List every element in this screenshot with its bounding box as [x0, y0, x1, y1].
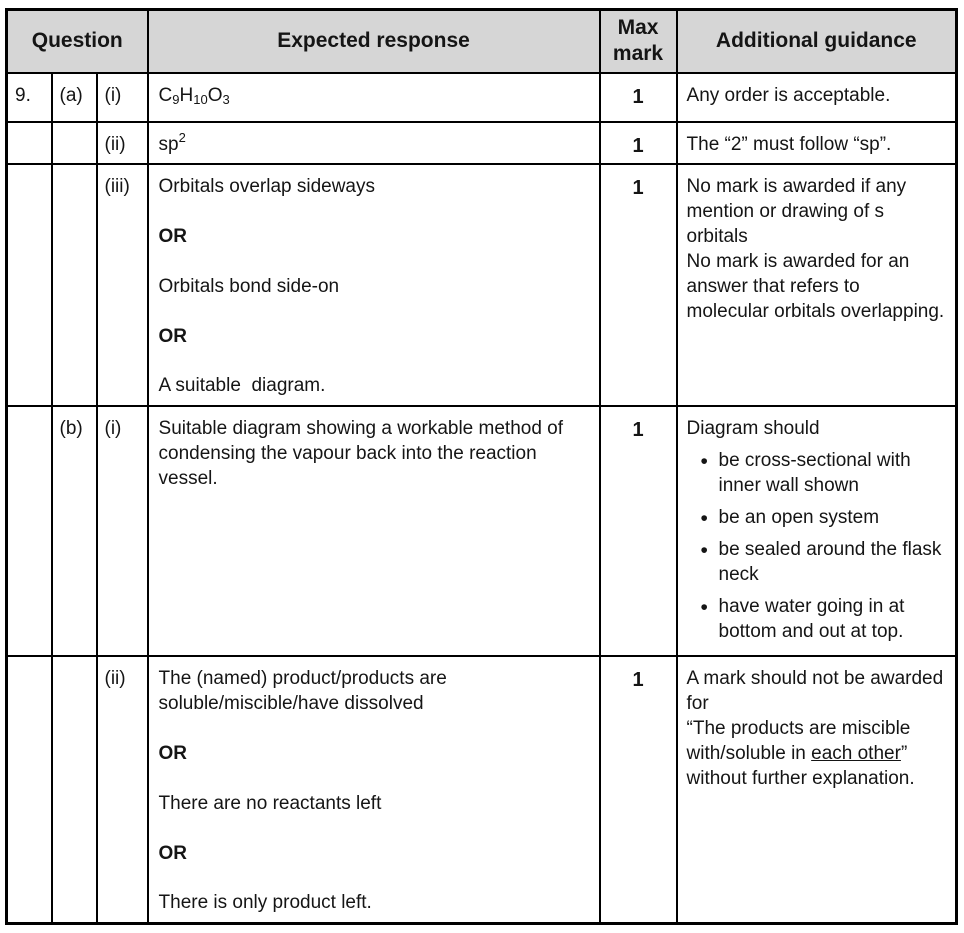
text-line: OR [158, 325, 188, 347]
text-line [159, 767, 589, 792]
additional-guidance-cell [677, 73, 957, 122]
text-line: Orbitals bond side-on [158, 275, 340, 297]
text-line: “The products are miscible with/soluble in each other” without further explanation. [686, 718, 915, 789]
max-mark-cell: 1 [600, 656, 677, 923]
table-row-5 [7, 656, 957, 923]
expected-response-cell [148, 122, 600, 165]
text-line: Any order is acceptable. [686, 84, 891, 106]
expected-response-cell [148, 73, 600, 122]
max-mark-cell: 1 [600, 73, 677, 122]
text-line: There are no reactants left [158, 792, 382, 814]
text-line: A mark should not be awarded for [686, 668, 944, 715]
question-number-cell [7, 164, 52, 406]
text-line: Diagram should [686, 418, 820, 440]
expected-response-cell [148, 406, 600, 656]
mark-scheme-table [5, 8, 958, 925]
column-header-question: Question [7, 10, 148, 73]
additional-guidance-cell [677, 122, 957, 165]
text-line: There is only product left. [158, 892, 372, 914]
column-header-max-mark: Max mark [600, 10, 677, 73]
text-line: No mark is awarded if any mention or drawing of s orbitals [686, 176, 907, 248]
table-row-2 [7, 122, 957, 165]
column-header-additional-guidance: Additional guidance [677, 10, 957, 73]
question-roman-cell: (ii) [97, 656, 148, 923]
text-line [159, 350, 589, 375]
expected-response-cell [148, 164, 600, 406]
question-roman-cell: (iii) [97, 164, 148, 406]
question-letter-cell [52, 164, 97, 406]
text-line [159, 866, 589, 891]
max-mark-cell: 1 [600, 122, 677, 165]
additional-guidance-cell [677, 164, 957, 406]
question-number-cell [7, 122, 52, 165]
expected-response-cell [148, 656, 600, 923]
text-line: The “2” must follow “sp”. [686, 133, 892, 155]
text-line [159, 817, 589, 842]
question-roman-cell: (i) [97, 73, 148, 122]
text-line [159, 250, 589, 275]
question-letter-cell [52, 122, 97, 165]
text-line: The (named) product/products are soluble/miscible/have dissolved [158, 668, 453, 715]
text-line: Suitable diagram showing a workable method of condensing the vapour back into the reaction vessel. [158, 418, 569, 490]
bullet-item: • be sealed around the flask neck [687, 538, 948, 588]
max-mark-cell: 1 [600, 164, 677, 406]
question-number-cell [7, 406, 52, 656]
text-line [159, 300, 589, 325]
text-line: OR [158, 842, 188, 864]
text-line: No mark is awarded for an answer that refers to molecular orbitals overlapping. [686, 251, 945, 322]
text-line: $sp^2$ [158, 129, 186, 155]
max-mark-cell: 1 [600, 406, 677, 656]
question-letter-cell: (a) [52, 73, 97, 122]
table-row-4 [7, 406, 957, 656]
text-line: A suitable diagram. [158, 375, 326, 397]
text-line [159, 200, 589, 225]
question-number-cell: 9. [7, 73, 52, 122]
question-number-cell [7, 656, 52, 923]
text-line: OR [158, 226, 188, 248]
bullet-item: • be cross-sectional with inner wall shown [687, 449, 948, 499]
text-line: OR [158, 743, 188, 764]
question-roman-cell: (ii) [97, 122, 148, 165]
table-row-3 [7, 164, 957, 406]
table-row-1 [7, 73, 957, 122]
bullet-item: • have water going in at bottom and out at top. [687, 595, 948, 645]
question-roman-cell: (i) [97, 406, 148, 656]
column-header-expected-response: Expected response [148, 10, 600, 73]
text-line: $C_9H_{10}O_3$ [158, 84, 230, 107]
question-letter-cell: (b) [52, 406, 97, 656]
text-line: Orbitals overlap sideways [158, 176, 375, 198]
question-letter-cell [52, 656, 97, 923]
bullet-item: • be an open system [687, 506, 948, 531]
table-header-row [7, 10, 957, 73]
additional-guidance-cell [677, 406, 957, 656]
additional-guidance-cell [677, 656, 957, 923]
text-line [159, 717, 589, 742]
